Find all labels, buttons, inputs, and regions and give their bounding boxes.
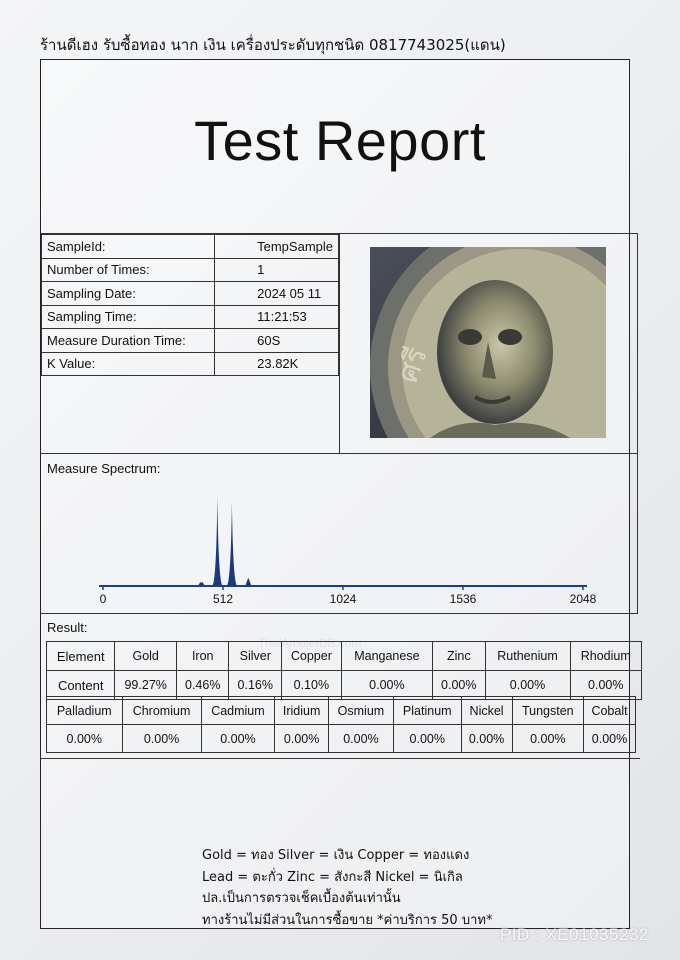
element-value: 0.00% <box>201 725 275 753</box>
spectrum-tick-label: 1024 <box>329 592 357 606</box>
element-table-1 <box>46 641 642 700</box>
note-line: ทางร้านไม่มีส่วนในการซื้อขาย *ค่าบริการ 50 บาท* <box>202 912 493 928</box>
shop-header: ร้านดีเฮง รับซื้อทอง นาก เงิน เครื่องประดับทุกชนิด 0817743025(แดน) <box>40 36 506 54</box>
element-name: Iridium <box>275 697 329 725</box>
row-header-element: Element <box>47 642 115 671</box>
element-name: Cadmium <box>201 697 275 725</box>
element-value: 0.00% <box>485 671 570 700</box>
element-value: 99.27% <box>115 671 177 700</box>
spectrum-label: Measure Spectrum: <box>47 461 161 476</box>
element-name: Platinum <box>393 697 461 725</box>
note-line: Gold = ทอง Silver = เงิน Copper = ทองแดง <box>202 848 470 863</box>
sample-photo <box>370 247 606 438</box>
spectrum-chart <box>40 480 640 610</box>
element-name: Tungsten <box>512 697 583 725</box>
info-value: 23.82K <box>215 352 339 376</box>
divider-info-spectrum <box>40 453 638 454</box>
element-value: 0.10% <box>282 671 342 700</box>
element-name: Zinc <box>433 642 486 671</box>
element-value: 0.00% <box>328 725 393 753</box>
element-name: Rhodium <box>570 642 642 671</box>
spectrum-peak <box>198 582 204 586</box>
spectrum-tick-label: 2048 <box>569 592 597 606</box>
spectrum-peak <box>245 578 251 586</box>
element-value: 0.16% <box>229 671 282 700</box>
info-row <box>42 352 339 376</box>
element-value: 0.46% <box>176 671 229 700</box>
spectrum-peak <box>227 501 237 586</box>
sample-info-table <box>41 234 339 376</box>
element-value: 0.00% <box>275 725 329 753</box>
info-value: TempSample <box>215 235 339 259</box>
info-row <box>42 305 339 329</box>
note-line: ปล.เป็นการตรวจเช็คเบื้องต้นเท่านั้น <box>202 891 401 906</box>
info-row <box>42 282 339 306</box>
element-name: Palladium <box>47 697 123 725</box>
element-name: Copper <box>282 642 342 671</box>
result-label: Result: <box>47 620 88 635</box>
element-value: 0.00% <box>584 725 636 753</box>
element-value: 0.00% <box>393 725 461 753</box>
svg-text:ศรี: ศรี <box>390 342 435 388</box>
row-header-content: Content <box>47 671 115 700</box>
watermark-site: ThaiAmuletDB.com <box>258 636 362 650</box>
element-name: Silver <box>229 642 282 671</box>
info-label: Measure Duration Time: <box>42 329 215 353</box>
spectrum-tick-label: 512 <box>212 592 234 606</box>
notes-block <box>202 845 492 931</box>
element-value-row <box>47 725 636 753</box>
element-value: 0.00% <box>570 671 642 700</box>
element-name-row <box>47 697 636 725</box>
info-row <box>42 258 339 282</box>
element-name: Iron <box>176 642 229 671</box>
element-name: Chromium <box>122 697 201 725</box>
divider-result-notes <box>40 758 640 759</box>
info-value: 2024 05 11 <box>215 282 339 306</box>
element-name-row <box>47 642 642 671</box>
info-label: Sampling Date: <box>42 282 215 306</box>
element-name: Osmium <box>328 697 393 725</box>
element-value: 0.00% <box>341 671 432 700</box>
element-name: Manganese <box>341 642 432 671</box>
report-title: Test Report <box>194 109 486 172</box>
spectrum-peak <box>212 496 222 586</box>
element-value: 0.00% <box>512 725 583 753</box>
element-value: 0.00% <box>47 725 123 753</box>
element-name: Cobalt <box>584 697 636 725</box>
element-name: Gold <box>115 642 177 671</box>
info-value: 11:21:53 <box>215 305 339 329</box>
info-label: Number of Times: <box>42 258 215 282</box>
spectrum-tick-label: 0 <box>99 592 107 606</box>
info-value: 1 <box>215 258 339 282</box>
spectrum-tick-label: 1536 <box>449 592 477 606</box>
element-name: Nickel <box>461 697 512 725</box>
note-line: Lead = ตะกั่ว Zinc = สังกะสี Nickel = นิเกิล <box>202 869 463 885</box>
element-value: 0.00% <box>433 671 486 700</box>
divider-info-photo <box>339 233 340 453</box>
info-label: Sampling Time: <box>42 305 215 329</box>
divider-spectrum-result <box>40 613 638 614</box>
element-table-2 <box>46 696 636 753</box>
info-label: SampleId: <box>42 235 215 259</box>
watermark-pid: PID : XE01035232 <box>500 925 649 944</box>
info-label: K Value: <box>42 352 215 376</box>
element-value: 0.00% <box>461 725 512 753</box>
info-row <box>42 235 339 259</box>
info-row <box>42 329 339 353</box>
info-value: 60S <box>215 329 339 353</box>
element-value: 0.00% <box>122 725 201 753</box>
element-name: Ruthenium <box>485 642 570 671</box>
